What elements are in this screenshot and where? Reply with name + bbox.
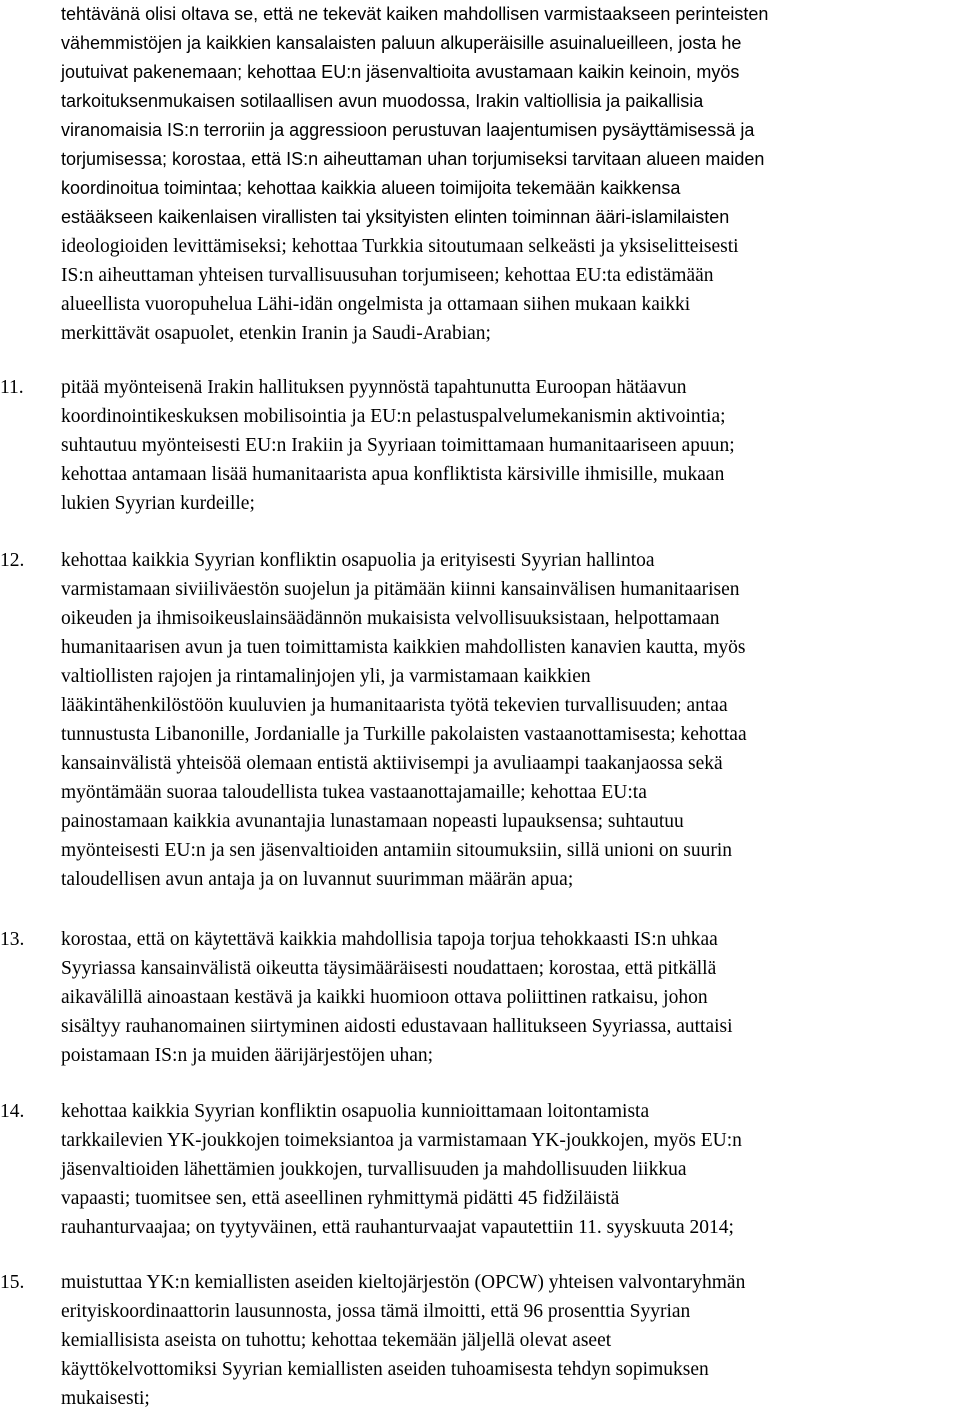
text-line: torjumisessa; korostaa, että IS:n aiheuttaman uhan torjumiseksi tarvitaan alueen maiden (61, 149, 765, 169)
text-line: painostamaan kaikkia avunantajia lunastamaan nopeasti lupauksensa; suhtautuu (61, 811, 684, 832)
paragraph-text (61, 373, 960, 518)
text-line: lääkintähenkilöstöön kuuluvien ja humanitaarista työtä tekevien turvallisuuden; antaa (61, 695, 728, 716)
text-line: rauhanturvaajaa; on tyytyväinen, että rauhanturvaajat vapautettiin 11. syyskuuta 2014; (61, 1217, 734, 1238)
text-line: aikavälillä ainoastaan kestävä ja kaikki huomioon ottava poliittinen ratkaisu, johon (61, 987, 708, 1008)
text-line: viranomaisia IS:n terroriin ja aggressioon perustuvan laajentumisen pysäyttämisessä ja (61, 120, 755, 140)
text-line: kehottaa antamaan lisää humanitaarista apua konfliktista kärsiville ihmisille, mukaan (61, 464, 725, 485)
text-line: jäsenvaltioiden lähettämien joukkojen, turvallisuuden ja mahdollisuuden liikkua (61, 1159, 687, 1180)
text-line: varmistamaan siviiliväestön suojelun ja pitämään kiinni kansainvälisen humanitaarisen (61, 579, 740, 600)
text-line: Syyriassa kansainvälistä oikeutta täysimääräisesti noudattaen; korostaa, että pitkällä (61, 958, 717, 979)
text-line: tehtävänä olisi oltava se, että ne tekevät kaiken mahdollisen varmistaakseen perinteisten (61, 4, 769, 24)
text-line: merkittävät osapuolet, etenkin Iranin ja Saudi-Arabian; (61, 323, 491, 344)
text-line: poistamaan IS:n ja muiden äärijärjestöjen uhan; (61, 1045, 434, 1066)
text-line: erityiskoordinaattorin lausunnosta, jossa tämä ilmoitti, että 96 prosenttia Syyrian (61, 1301, 691, 1322)
text-line: oikeuden ja ihmisoikeuslainsäädännön mukaisista velvollisuuksistaan, helpottamaan (61, 608, 720, 629)
text-line: kemiallisista aseista on tuhottu; kehottaa tekemään jäljellä olevat aseet (61, 1330, 612, 1351)
paragraph-text (61, 1097, 960, 1242)
paragraph-number: 12. (0, 550, 25, 571)
text-line: estääkseen kaikenlaisen virallisten tai yksityisten elinten toiminnan ääri-islamilaisten (61, 207, 730, 227)
text-line: suhtautuu myönteisesti EU:n Irakiin ja Syyriaan toimittamaan humanitaariseen apuun; (61, 435, 735, 456)
paragraph-text (61, 0, 960, 348)
text-line: IS:n aiheuttaman yhteisen turvallisuusuhan torjumiseen; kehottaa EU:ta edistämään (61, 265, 714, 286)
text-line: käyttökelvottomiksi Syyrian kemiallisten aseiden tuhoamisesta tehdyn sopimuksen (61, 1359, 709, 1380)
paragraph-number: 14. (0, 1101, 25, 1122)
text-line: humanitaarisen avun ja tuen toimittamista kaikkien mahdollisten kanavien kautta, myös (61, 637, 746, 658)
text-line: kehottaa kaikkia Syyrian konfliktin osapuolia kunnioittamaan loitontamista (61, 1101, 650, 1122)
paragraph-number: 15. (0, 1272, 25, 1293)
text-line: sisältyy rauhanomainen siirtyminen aidosti edustavaan hallitukseen Syyriassa, auttaisi (61, 1016, 733, 1037)
text-line: vähemmistöjen ja kaikkien kansalaisten paluun alkuperäisille asuinalueilleen, josta he (61, 33, 742, 53)
text-line: koordinointikeskuksen mobilisointia ja EU:n pelastuspalvelumekanismin aktivointia; (61, 406, 726, 427)
paragraph-text (61, 546, 960, 894)
text-line: myönteisesti EU:n ja sen jäsenvaltioiden antamiin sitoumuksiin, sillä unioni on suurin (61, 840, 733, 861)
text-line: muistuttaa YK:n kemiallisten aseiden kieltojärjestön (OPCW) yhteisen valvontaryhmän (61, 1272, 746, 1293)
text-line: vapaasti; tuomitsee sen, että aseellinen ryhmittymä pidätti 45 fidžiläistä (61, 1188, 620, 1209)
text-line: valtiollisten rajojen ja rintamalinjojen yli, ja varmistamaan kaikkien (61, 666, 591, 687)
text-line: ideologioiden levittämiseksi; kehottaa Turkkia sitoutumaan selkeästi ja yksiselitteisesti (61, 236, 739, 257)
text-line: tunnustusta Libanonille, Jordanialle ja Turkille pakolaisten vastaanottamisesta; kehottaa (61, 724, 747, 745)
text-line: tarkoituksenmukaisen sotilaallisen avun muodossa, Irakin valtiollisia ja paikallisia (61, 91, 704, 111)
text-line: kehottaa kaikkia Syyrian konfliktin osapuolia ja erityisesti Syyrian hallintoa (61, 550, 655, 571)
text-line: joutuivat pakenemaan; kehottaa EU:n jäsenvaltioita avustamaan kaikin keinoin, myös (61, 62, 740, 82)
text-line: kansainvälistä yhteisöä olemaan entistä aktiivisempi ja avuliaampi taakanjaossa sekä (61, 753, 723, 774)
text-line: taloudellisen avun antaja ja on luvannut suurimman määrän apua; (61, 869, 574, 890)
paragraph-text (61, 925, 960, 1070)
text-line: lukien Syyrian kurdeille; (61, 493, 255, 514)
text-line: korostaa, että on käytettävä kaikkia mahdollisia tapoja torjua tehokkaasti IS:n uhkaa (61, 929, 718, 950)
text-line: myöntämään suoraa taloudellista tukea vastaanottajamaille; kehottaa EU:ta (61, 782, 647, 803)
text-line: koordinoitua toimintaa; kehottaa kaikkia alueen toimijoita tekemään kaikkensa (61, 178, 681, 198)
text-line: tarkkailevien YK-joukkojen toimeksiantoa ja varmistamaan YK-joukkojen, myös EU:n (61, 1130, 742, 1151)
paragraph-text (61, 1268, 960, 1413)
paragraph-number: 13. (0, 929, 25, 950)
text-line: pitää myönteisenä Irakin hallituksen pyynnöstä tapahtunutta Euroopan hätäavun (61, 377, 687, 398)
paragraph-number: 11. (0, 377, 24, 398)
text-line: mukaisesti; (61, 1388, 150, 1409)
text-line: alueellista vuoropuhelua Lähi-idän ongelmista ja ottamaan siihen mukaan kaikki (61, 294, 691, 315)
